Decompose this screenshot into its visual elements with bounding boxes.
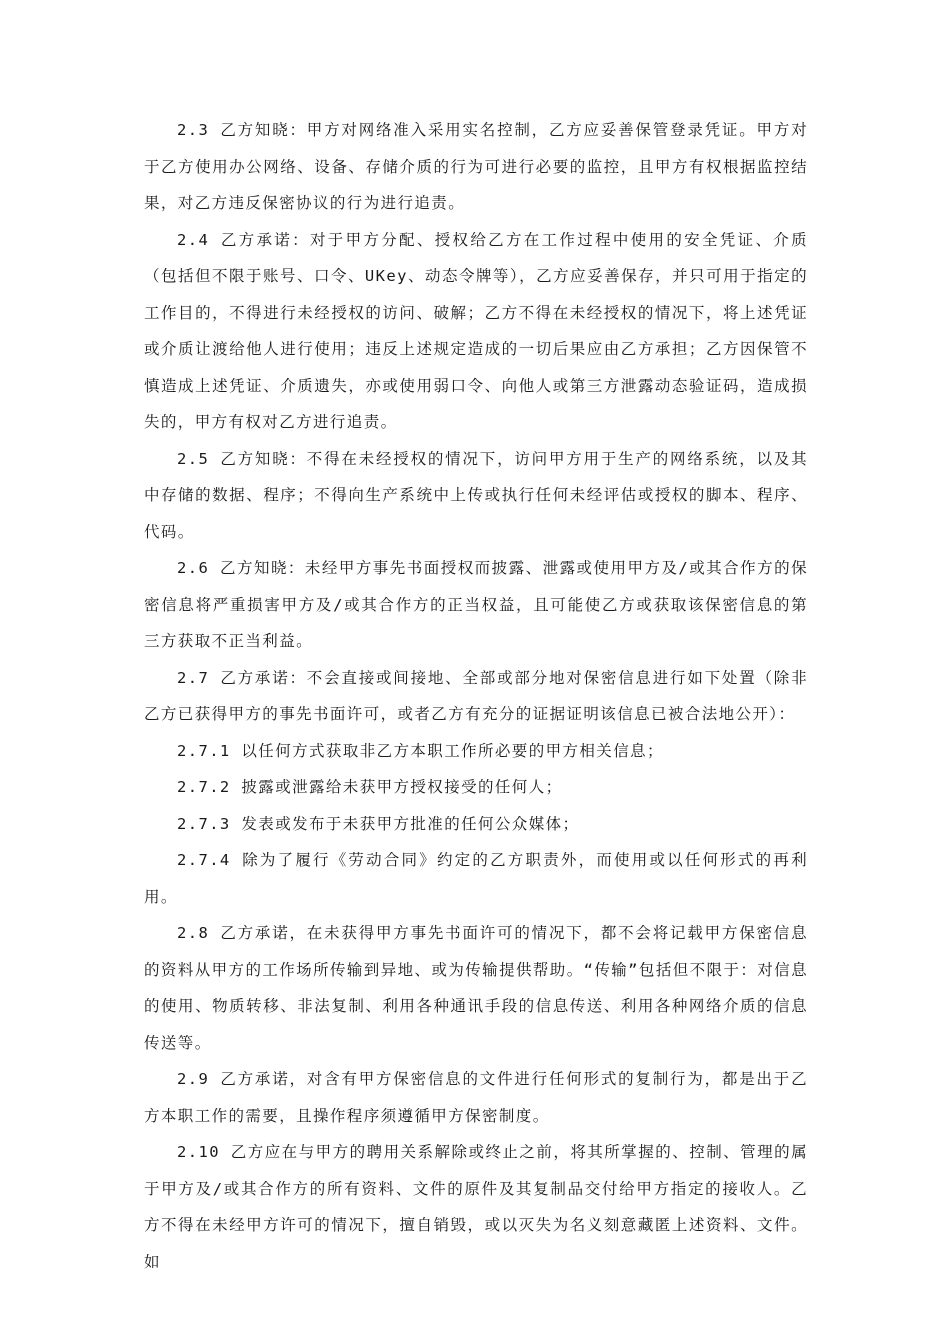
clause-2-5: 2.5 乙方知晓：不得在未经授权的情况下，访问甲方用于生产的网络系统，以及其中存储的数据、程序；不得向生产系统中上传或执行任何未经评估或授权的脚本、程序、代码。 xyxy=(144,449,808,541)
document-body xyxy=(144,112,808,1280)
clause-2-7-3: 2.7.3 发表或发布于未获甲方批准的任何公众媒体； xyxy=(177,814,580,833)
clause-2-9: 2.9 乙方承诺，对含有甲方保密信息的文件进行任何形式的复制行为，都是出于乙方本职工作的需要，且操作程序须遵循甲方保密制度。 xyxy=(144,1070,808,1125)
clause-2-6: 2.6 乙方知晓：未经甲方事先书面授权而披露、泄露或使用甲方及/或其合作方的保密信息将严重损害甲方及/或其合作方的正当权益，且可能使乙方或获取该保密信息的第三方获取不正当利益。 xyxy=(144,559,808,650)
clause-2-8: 2.8 乙方承诺，在未获得甲方事先书面许可的情况下，都不会将记载甲方保密信息的资料从甲方的工作场所传输到异地、或为传输提供帮助。“传输”包括但不限于：对信息的使用、物质转移、非法复制、利用各种通讯手段的信息传送、利用各种网络介质的信息传送等。 xyxy=(144,924,808,1052)
clause-2-4: 2.4 乙方承诺：对于甲方分配、授权给乙方在工作过程中使用的安全凭证、介质（包括但不限于账号、口令、UKey、动态令牌等），乙方应妥善保存，并只可用于指定的工作目的，不得进行未经授权的访问、破解；乙方不得在未经授权的情况下，将上述凭证或介质让渡给他人进行使用；违反上述规定造成的一切后果应由乙方承担；乙方因保管不慎造成上述凭证、介质遗失，亦或使用弱口令、向他人或第三方泄露动态验证码，造成损失的，甲方有权对乙方进行追责。 xyxy=(144,230,808,431)
clause-2-10: 2.10 乙方应在与甲方的聘用关系解除或终止之前，将其所掌握的、控制、管理的属于甲方及/或其合作方的所有资料、文件的原件及其复制品交付给甲方指定的接收人。乙方不得在未经甲方许可的情况下，擅自销毁，或以灭失为名义刻意藏匿上述资料、文件。如 xyxy=(144,1143,808,1271)
clause-2-7: 2.7 乙方承诺：不会直接或间接地、全部或部分地对保密信息进行如下处置（除非乙方已获得甲方的事先书面许可，或者乙方有充分的证据证明该信息已被合法地公开）： xyxy=(144,668,808,723)
clause-2-7-4: 2.7.4 除为了履行《劳动合同》约定的乙方职责外，而使用或以任何形式的再利用。 xyxy=(144,851,808,906)
clause-2-3: 2.3 乙方知晓：甲方对网络准入采用实名控制，乙方应妥善保管登录凭证。甲方对于乙方使用办公网络、设备、存储介质的行为可进行必要的监控，且甲方有权根据监控结果，对乙方违反保密协议的行为进行追责。 xyxy=(144,121,808,212)
clause-2-7-1: 2.7.1 以任何方式获取非乙方本职工作所必要的甲方相关信息； xyxy=(177,741,664,760)
clause-2-7-2: 2.7.2 披露或泄露给未获甲方授权接受的任何人； xyxy=(177,778,563,796)
